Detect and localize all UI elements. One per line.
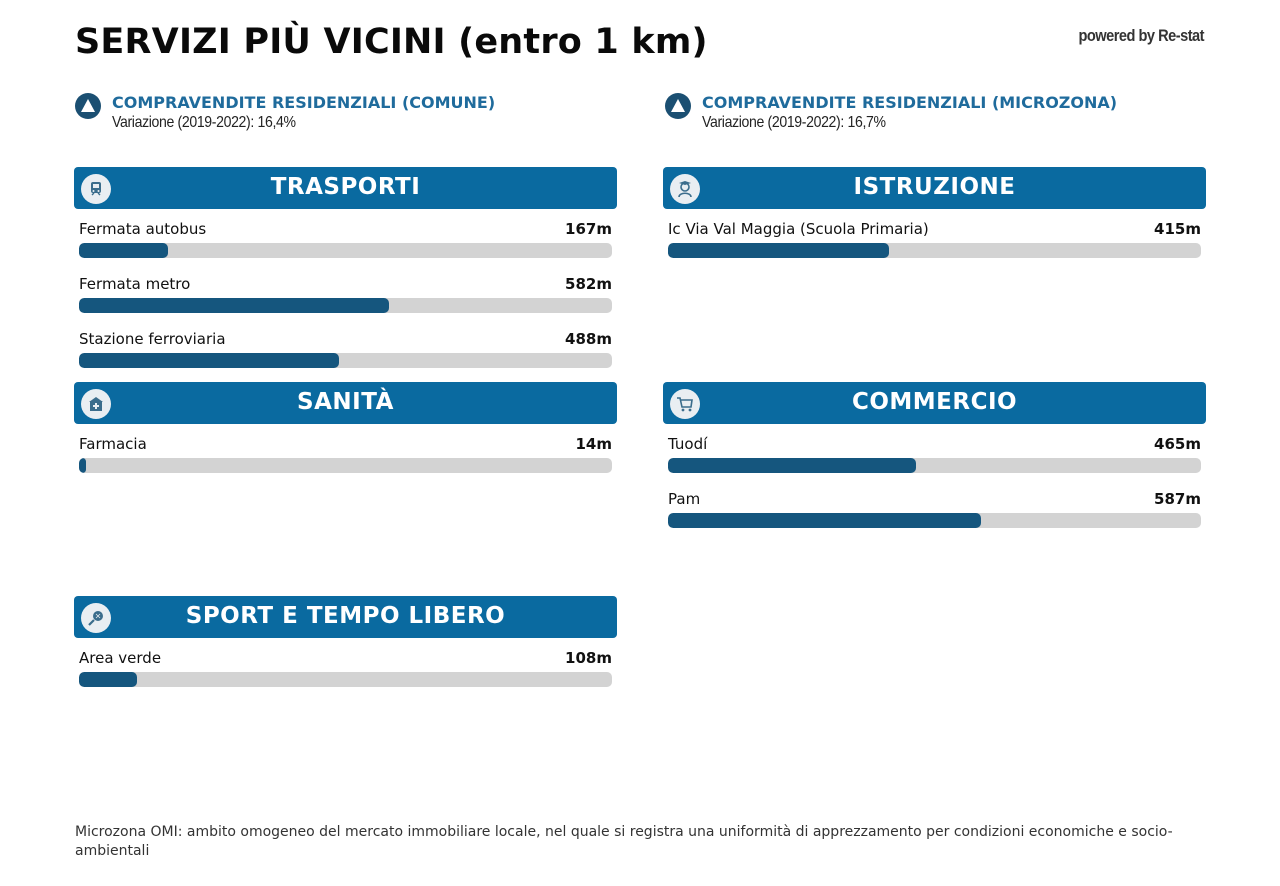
bar-row [668,424,1201,479]
stat-variation: Variazione (2019-2022): 16,4% [112,114,296,131]
panel-title: SANITÀ [297,389,394,415]
bar [668,458,916,473]
footnote: Microzona OMI: ambito omogeneo del mercato immobiliare locale, nel quale si registra una uniformità di apprezzamento per condizioni economiche e socio-ambientali [75,824,1173,859]
bar-label: Tuodí [668,435,708,453]
bar-row [668,479,1201,534]
bar-value-label: 108m [565,649,612,667]
bar-label: Farmacia [79,435,147,453]
bar-value-label: 14m [575,435,612,453]
bar-rows [74,209,617,374]
bar [79,458,86,473]
panel-sanita [74,382,617,479]
panel-header [74,596,617,638]
bar-value-label: 587m [1154,490,1201,508]
bar-track [79,243,612,258]
bar-track [668,458,1201,473]
stat-title: COMPRAVENDITE RESIDENZIALI (MICROZONA) [702,93,1118,112]
panel-title: TRASPORTI [270,174,421,200]
bar-track [668,513,1201,528]
bar [668,243,889,258]
bar-track [79,353,612,368]
triangle-up-icon [665,93,691,119]
panel-title: COMMERCIO [851,389,1018,415]
panel-header [74,382,617,424]
bar-row [79,264,612,319]
stat-variation: Variazione (2019-2022): 16,7% [702,114,886,131]
bar-row [79,319,612,374]
bar-rows [74,424,617,479]
bar-track [79,672,612,687]
panel-header [663,382,1206,424]
bar-rows [663,209,1206,264]
triangle-up-icon [75,93,101,119]
bar-value-label: 488m [565,330,612,348]
bar-label: Pam [668,490,701,508]
panel-title: SPORT E TEMPO LIBERO [185,603,506,629]
bar-row [79,424,612,479]
panel-sport [74,596,617,693]
bar-track [668,243,1201,258]
panel-trasporti [74,167,617,374]
bar-value-label: 167m [565,220,612,238]
bar-label: Area verde [79,649,162,667]
panel-title: ISTRUZIONE [853,174,1016,200]
bar-label: Stazione ferroviaria [79,330,226,348]
bar-row [668,209,1201,264]
panel-header [74,167,617,209]
bar-label: Fermata metro [79,275,191,293]
bar-value-label: 582m [565,275,612,293]
bar [79,243,168,258]
bar-track [79,298,612,313]
bar-value-label: 415m [1154,220,1201,238]
bar-value-label: 465m [1154,435,1201,453]
panel-istruzione [663,167,1206,264]
page-title: SERVIZI PIÙ VICINI (entro 1 km) [75,22,708,62]
panel-commercio [663,382,1206,534]
panel-header [663,167,1206,209]
bar [79,353,339,368]
powered-by-label: powered by Re-stat [1078,26,1204,45]
bar-row [79,638,612,693]
bar [79,298,389,313]
bar-rows [663,424,1206,534]
bar-label: Ic Via Val Maggia (Scuola Primaria) [668,220,929,238]
bar-label: Fermata autobus [79,220,207,238]
bar [668,513,981,528]
bar-rows [74,638,617,693]
bar-row [79,209,612,264]
stat-title: COMPRAVENDITE RESIDENZIALI (COMUNE) [112,93,496,112]
bar-track [79,458,612,473]
bar [79,672,137,687]
